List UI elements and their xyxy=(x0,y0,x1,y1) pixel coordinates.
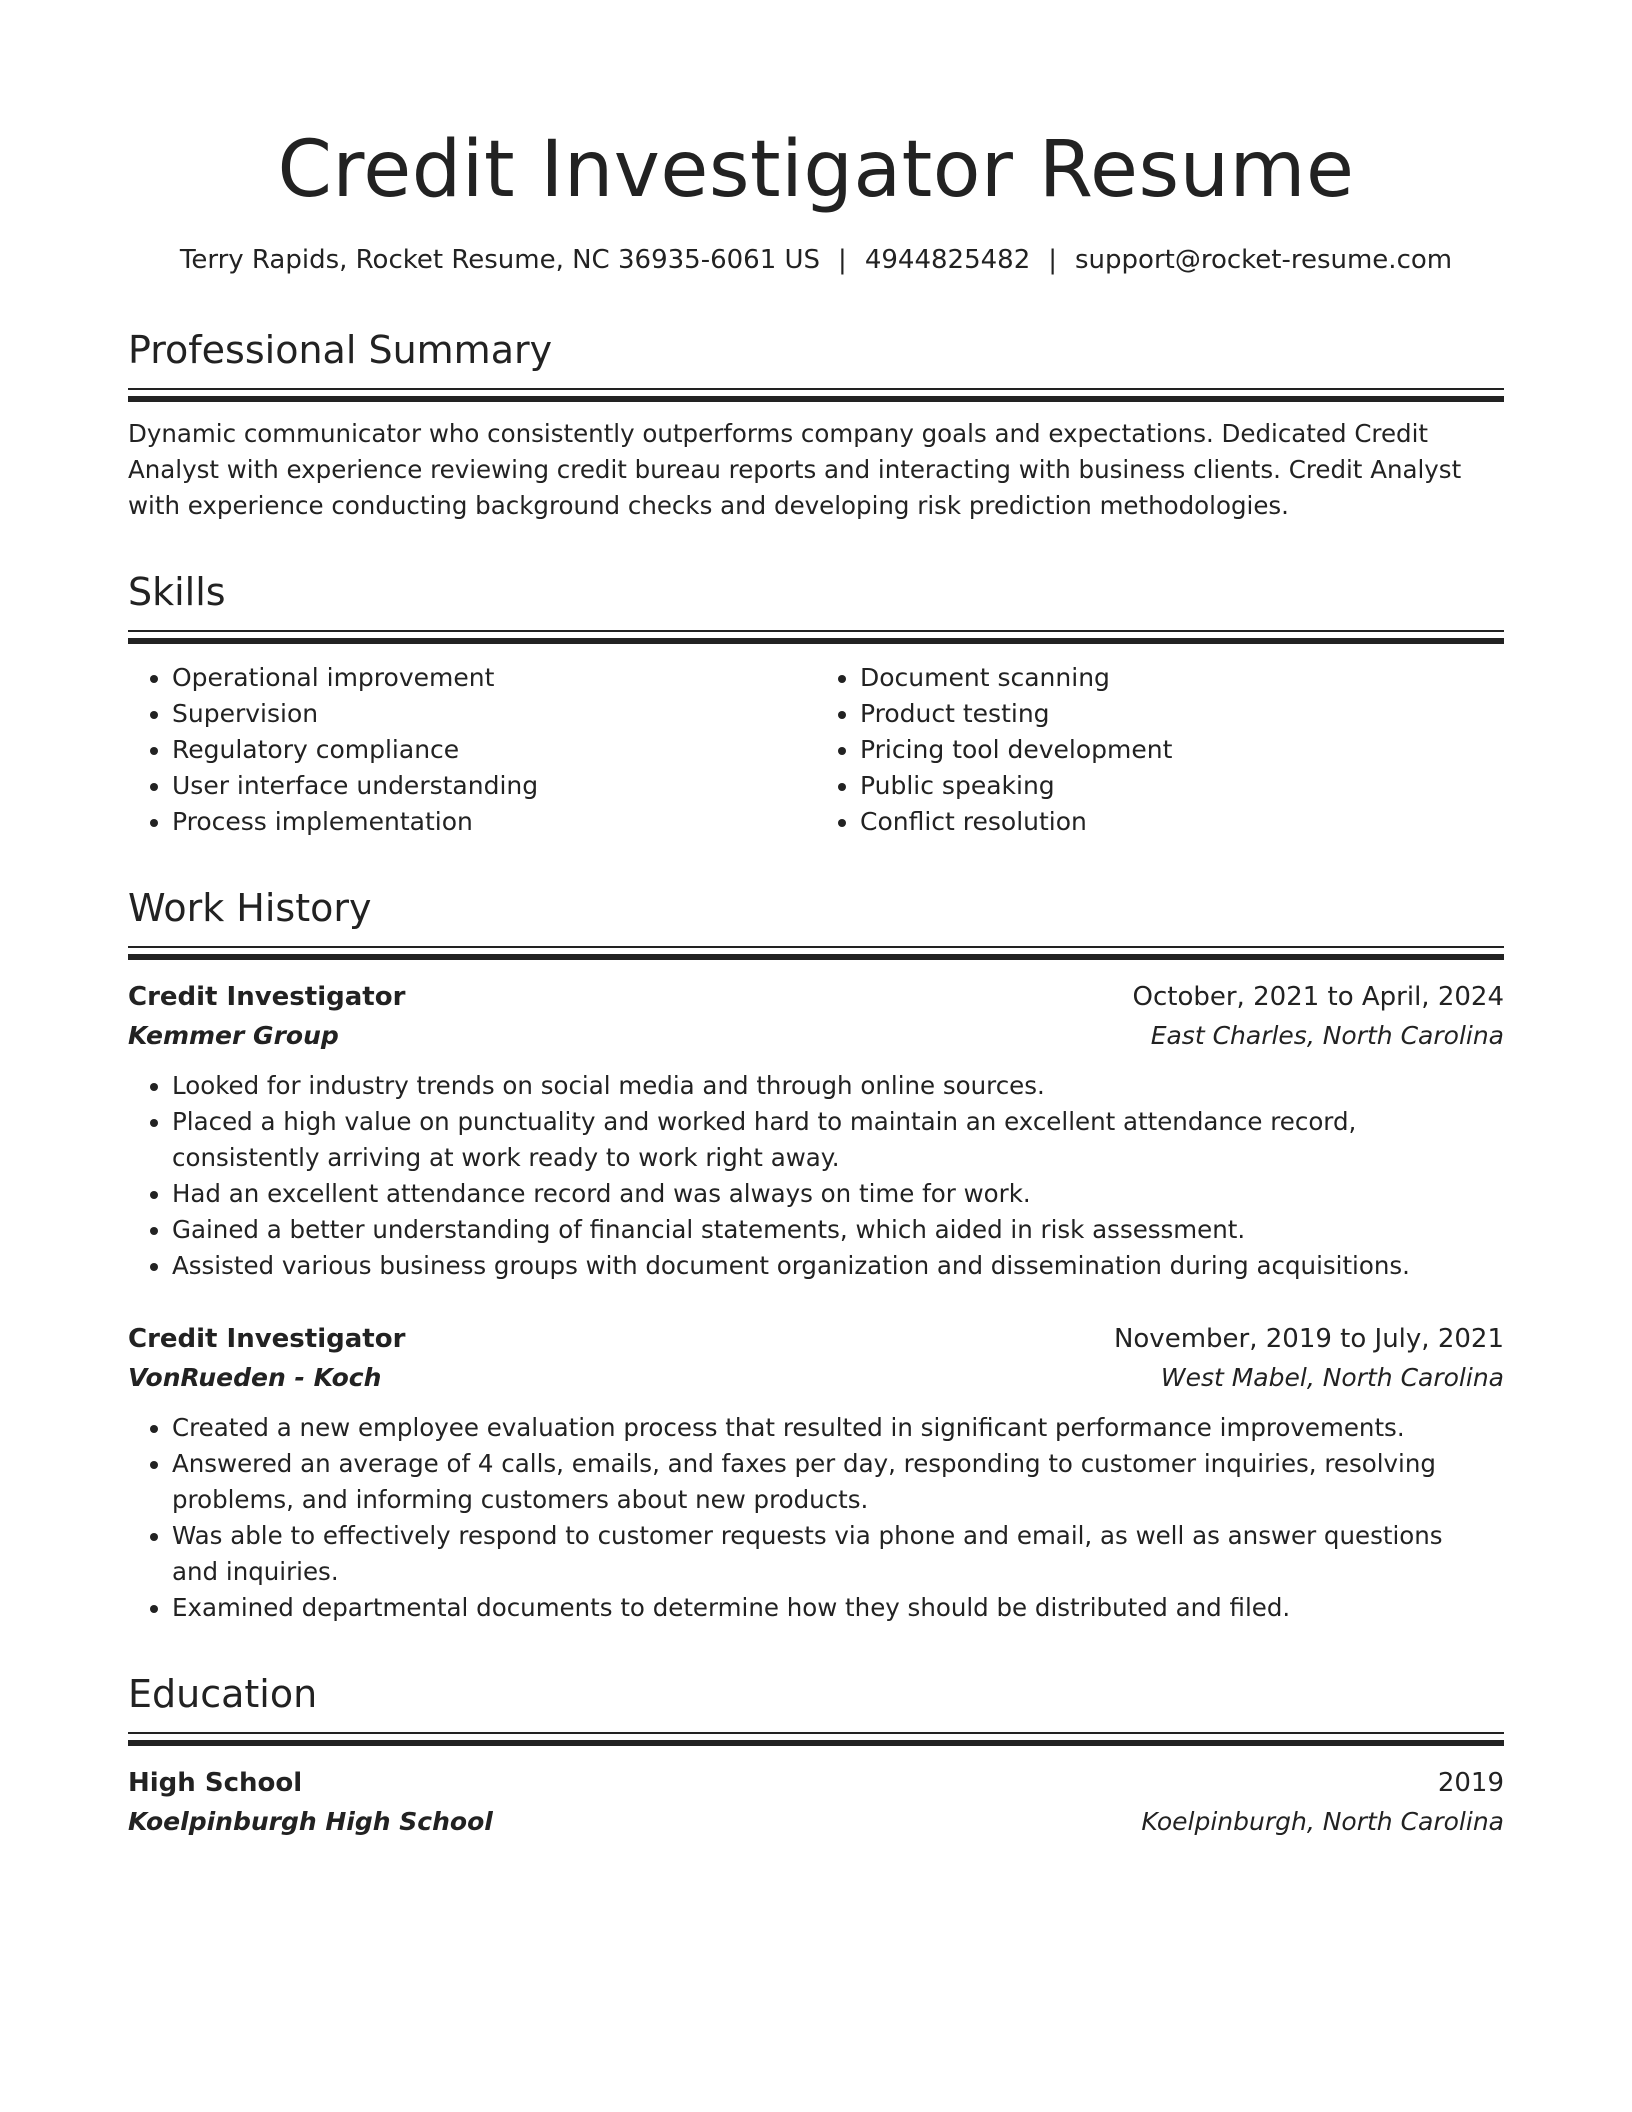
contact-line xyxy=(128,242,1504,278)
job-header-row xyxy=(128,978,1504,1016)
skills-list-left xyxy=(128,660,816,840)
job-bullet: • Looked for industry trends on social media and through online sources. xyxy=(172,1068,1504,1104)
education-header-row xyxy=(128,1764,1504,1802)
job-bullet: • Examined departmental documents to determine how they should be distributed and filed. xyxy=(172,1590,1504,1626)
education-heading: Education xyxy=(128,1672,318,1716)
skills-columns xyxy=(128,660,1504,840)
contact-separator: | xyxy=(838,245,847,275)
skills-heading: Skills xyxy=(128,570,226,614)
summary-heading: Professional Summary xyxy=(128,328,553,372)
summary-text: Dynamic communicator who consistently outperforms company goals and expectations. Dedicated Credit Analyst with experience reviewing credit bureau reports and interacting with business clients. Credit Analyst with experience conducting background checks and developing risk prediction methodologies. xyxy=(128,419,1462,520)
skill-item: • Product testing xyxy=(860,696,1504,732)
job-company-row xyxy=(128,1358,1504,1398)
summary-section xyxy=(128,326,1504,524)
job-bullet: • Had an excellent attendance record and was always on time for work. xyxy=(172,1176,1504,1212)
section-divider xyxy=(128,630,1504,644)
skill-item: • Supervision xyxy=(172,696,816,732)
education-year: 2019 xyxy=(1437,1768,1504,1798)
education-location: Koelpinburgh, North Carolina xyxy=(1141,1807,1504,1836)
education-section xyxy=(128,1670,1504,1842)
education-school: Koelpinburgh High School xyxy=(128,1807,493,1836)
job-bullet: • Placed a high value on punctuality and worked hard to maintain an excellent attendance record, consistently arriving at work ready to work right away. xyxy=(172,1104,1504,1176)
job-dates: October, 2021 to April, 2024 xyxy=(1132,982,1504,1012)
job-title: Credit Investigator xyxy=(128,982,406,1012)
education-degree: High School xyxy=(128,1768,303,1798)
section-divider xyxy=(128,388,1504,402)
education-school-row xyxy=(128,1802,1504,1842)
education-entry xyxy=(128,1764,1504,1842)
work-history-section xyxy=(128,884,1504,1626)
job-location: East Charles, North Carolina xyxy=(1150,1021,1504,1050)
job-title: Credit Investigator xyxy=(128,1324,406,1354)
job-entry xyxy=(128,978,1504,1284)
skill-item: • Document scanning xyxy=(860,660,1504,696)
skill-item: • Conflict resolution xyxy=(860,804,1504,840)
section-divider xyxy=(128,1732,1504,1746)
job-bullets xyxy=(128,1068,1504,1284)
contact-separator: | xyxy=(1048,245,1057,275)
skill-item: • Regulatory compliance xyxy=(172,732,816,768)
work-history-heading: Work History xyxy=(128,886,372,930)
section-divider xyxy=(128,946,1504,960)
job-company: VonRueden - Koch xyxy=(128,1363,382,1392)
job-company: Kemmer Group xyxy=(128,1021,339,1050)
job-bullet: • Gained a better understanding of financial statements, which aided in risk assessment. xyxy=(172,1212,1504,1248)
job-dates: November, 2019 to July, 2021 xyxy=(1113,1324,1504,1354)
job-header-row xyxy=(128,1320,1504,1358)
skill-item: • Pricing tool development xyxy=(860,732,1504,768)
contact-address: Terry Rapids, Rocket Resume, NC 36935-6061 US xyxy=(179,245,821,275)
job-entry xyxy=(128,1320,1504,1626)
contact-phone: 4944825482 xyxy=(864,245,1031,275)
job-bullet: • Answered an average of 4 calls, emails, and faxes per day, responding to customer inquiries, resolving problems, and informing customers about new products. xyxy=(172,1446,1504,1518)
page-title: Credit Investigator Resume xyxy=(277,125,1355,215)
skill-item: • Public speaking xyxy=(860,768,1504,804)
skills-list-right xyxy=(816,660,1504,840)
contact-email: support@rocket-resume.com xyxy=(1075,245,1453,275)
job-bullets xyxy=(128,1410,1504,1626)
job-location: West Mabel, North Carolina xyxy=(1160,1363,1504,1392)
job-company-row xyxy=(128,1016,1504,1056)
skill-item: • Operational improvement xyxy=(172,660,816,696)
job-bullet: • Created a new employee evaluation process that resulted in significant performance improvements. xyxy=(172,1410,1504,1446)
skill-item: • Process implementation xyxy=(172,804,816,840)
job-bullet: • Was able to effectively respond to customer requests via phone and email, as well as answer questions and inquiries. xyxy=(172,1518,1504,1590)
skills-section xyxy=(128,568,1504,840)
skill-item: • User interface understanding xyxy=(172,768,816,804)
job-bullet: • Assisted various business groups with document organization and dissemination during acquisitions. xyxy=(172,1248,1504,1284)
